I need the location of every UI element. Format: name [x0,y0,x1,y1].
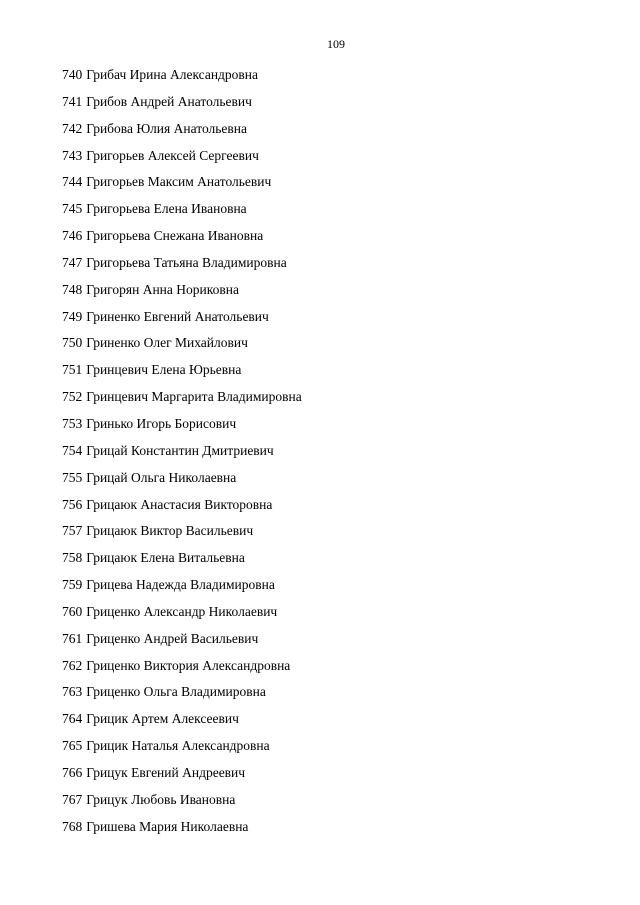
entry-number: 763 [62,684,83,700]
list-item [62,522,302,549]
list-item [62,630,302,657]
entry-name: Григорьев Максим Анатольевич [86,174,272,190]
list-item [62,227,302,254]
entry-number: 740 [62,67,83,82]
entry-number: 753 [62,415,83,431]
entry-number: 760 [62,603,83,619]
list-item [62,710,302,737]
entry-name: Гришева Мария Николаевна [86,818,249,834]
list-item [62,200,302,227]
entry-number: 766 [62,764,83,780]
entry-name: Григорьева Снежана Ивановна [86,228,264,244]
entry-number: 759 [62,577,83,593]
list-item [62,281,302,308]
entry-name: Гринько Игорь Борисович [86,415,237,431]
entry-number: 750 [62,335,83,351]
list-item [62,496,302,523]
entry-name: Грибач Ирина Александровна [86,67,259,82]
entry-name: Гриценко Ольга Владимировна [86,684,266,700]
entry-number: 744 [62,174,83,190]
entry-number: 747 [62,254,83,270]
entry-name: Грицева Надежда Владимировна [86,577,275,593]
list-item [62,120,302,147]
entry-number: 764 [62,711,83,727]
entry-number: 751 [62,362,83,378]
entry-number: 756 [62,496,83,512]
list-item [62,818,302,845]
list-item [62,93,302,120]
entry-name: Гриненко Олег Михайлович [86,335,248,351]
entry-name: Григорьев Алексей Сергеевич [86,147,259,163]
list-item [62,254,302,281]
entry-number: 768 [62,818,83,834]
name-list [62,66,302,844]
entry-name: Грицик Наталья Александровна [86,738,270,754]
entry-name: Грицук Любовь Ивановна [86,791,236,807]
entry-number: 758 [62,550,83,566]
entry-number: 762 [62,657,83,673]
list-item [62,737,302,764]
entry-name: Гринцевич Елена Юрьевна [86,362,242,378]
entry-number: 767 [62,791,83,807]
list-item [62,683,302,710]
list-item [62,308,302,335]
entry-name: Грицик Артем Алексеевич [86,711,239,727]
entry-name: Грицай Ольга Николаевна [86,469,237,485]
entry-name: Грицук Евгений Андреевич [86,764,246,780]
entry-number: 749 [62,308,83,324]
list-item [62,334,302,361]
page-number: 109 [327,37,345,51]
entry-name: Грицаюк Анастасия Викторовна [86,496,273,512]
entry-name: Григорьева Татьяна Владимировна [86,254,287,270]
list-item [62,469,302,496]
entry-name: Григорьева Елена Ивановна [86,201,247,217]
entry-name: Гриценко Александр Николаевич [86,603,278,619]
entry-name: Гриценко Андрей Васильевич [86,630,259,646]
entry-number: 741 [62,93,83,109]
list-item [62,415,302,442]
entry-number: 745 [62,201,83,217]
entry-number: 748 [62,281,83,297]
list-item [62,657,302,684]
entry-number: 765 [62,738,83,754]
list-item [62,549,302,576]
entry-name: Грицай Константин Дмитриевич [86,442,274,458]
entry-name: Грибов Андрей Анатольевич [86,93,252,109]
list-item [62,764,302,791]
entry-number: 761 [62,630,83,646]
entry-name: Грицаюк Елена Витальевна [86,550,245,566]
entry-number: 742 [62,120,83,136]
list-item [62,603,302,630]
list-item [62,576,302,603]
entry-name: Гриненко Евгений Анатольевич [86,308,269,324]
list-item [62,442,302,469]
entry-number: 754 [62,442,83,458]
entry-number: 746 [62,228,83,244]
list-item [62,791,302,818]
entry-number: 752 [62,389,83,405]
entry-name: Грибова Юлия Анатольевна [86,120,247,136]
entry-name: Григорян Анна Нориковна [86,281,239,297]
entry-number: 755 [62,469,83,485]
list-item [62,147,302,174]
entry-name: Гриценко Виктория Александровна [86,657,291,673]
list-item [62,66,302,93]
entry-name: Грицаюк Виктор Васильевич [86,523,254,539]
entry-number: 743 [62,147,83,163]
list-item [62,388,302,415]
entry-name: Гринцевич Маргарита Владимировна [86,389,302,405]
list-item [62,361,302,388]
entry-number: 757 [62,523,83,539]
list-item [62,173,302,200]
